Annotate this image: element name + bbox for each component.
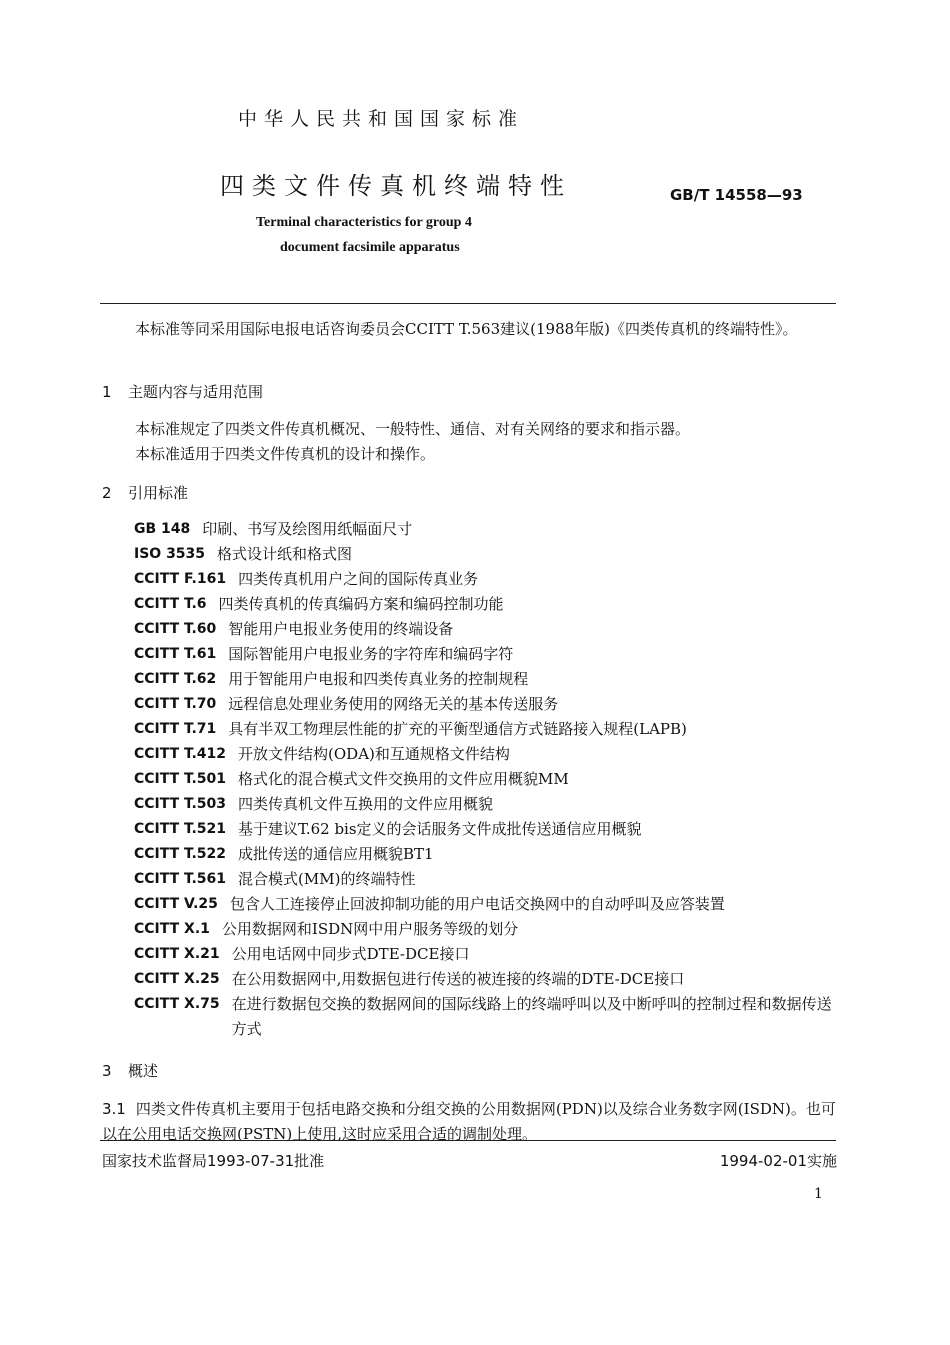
effective-date: 1994-02-01实施: [719, 1152, 837, 1170]
section-3-1-text: 四类文件传真机主要用于包括电路交换和分组交换的公用数据网(PDN)以及综合业务数字网(ISDN)。也可以在公用电话交换网(PSTN)上使用,这时应采用合适的调制处理。: [102, 1100, 836, 1143]
reference-item: CCITT X.1 公用数据网和ISDN网中用户服务等级的划分: [134, 920, 519, 938]
reference-item: CCITT T.561 混合模式(MM)的终端特性: [134, 870, 416, 888]
reference-item: CCITT V.25 包含人工连接停止回波抑制功能的用户电话交换网中的自动呼叫及应答装置: [134, 895, 725, 913]
reference-item: CCITT T.60 智能用户电报业务使用的终端设备: [134, 620, 454, 638]
reference-item: CCITT T.6 四类传真机的传真编码方案和编码控制功能: [134, 595, 504, 613]
reference-item: CCITT X.25 在公用数据网中,用数据包进行传送的被连接的终端的DTE-DCE接口: [134, 970, 685, 988]
reference-item: CCITT T.522 成批传送的通信应用概貌BT1: [134, 845, 434, 863]
english-title-line1: Terminal characteristics for group 4: [256, 215, 472, 230]
national-standard-heading: 中华人民共和国国家标准: [238, 108, 525, 130]
reference-item: CCITT T.503 四类传真机文件互换用的文件应用概貌: [134, 795, 494, 813]
section-1-para-2: 本标准适用于四类文件传真机的设计和操作。: [135, 445, 436, 463]
reference-list: [134, 517, 844, 1042]
intro-paragraph: 本标准等同采用国际电报电话咨询委员会CCITT T.563建议(1988年版)《四类传真机的终端特性》。: [135, 320, 798, 338]
section-1-title: 主题内容与适用范围: [128, 383, 264, 401]
header-divider: [100, 303, 836, 304]
reference-item: CCITT T.62 用于智能用户电报和四类传真业务的控制规程: [134, 670, 529, 688]
english-title-line2: document facsimile apparatus: [280, 240, 460, 255]
section-3-1-number: 3.1: [102, 1100, 126, 1118]
reference-item: CCITT T.521 基于建议T.62 bis定义的会话服务文件成批传送通信应用概貌: [134, 820, 642, 838]
reference-item: CCITT T.70 远程信息处理业务使用的网络无关的基本传送服务: [134, 695, 559, 713]
reference-item: CCITT X.75 在进行数据包交换的数据网间的国际线路上的终端呼叫以及中断呼叫的控制过程和数据传送方式: [134, 995, 832, 1038]
section-2-heading: [102, 481, 838, 506]
reference-item: CCITT X.21 公用电话网中同步式DTE-DCE接口: [134, 945, 470, 963]
reference-item: CCITT T.501 格式化的混合模式文件交换用的文件应用概貌MM: [134, 770, 569, 788]
section-3-title: 概述: [128, 1062, 159, 1080]
reference-item: CCITT T.412 开放文件结构(ODA)和互通规格文件结构: [134, 745, 510, 763]
document-title: 四类文件传真机终端特性: [220, 172, 572, 200]
reference-item: GB 148 印刷、书写及绘图用纸幅面尺寸: [134, 520, 413, 538]
reference-item: ISO 3535 格式设计纸和格式图: [134, 545, 353, 563]
section-1-para-1: 本标准规定了四类文件传真机概况、一般特性、通信、对有关网络的要求和指示器。: [135, 420, 691, 438]
reference-item: CCITT T.61 国际智能用户电报业务的字符库和编码字符: [134, 645, 514, 663]
reference-item: CCITT T.71 具有半双工物理层性能的扩充的平衡型通信方式链路接入规程(LAPB): [134, 720, 687, 738]
section-2-number: 2: [102, 484, 112, 502]
section-1-number: 1: [102, 383, 112, 401]
section-2-title: 引用标准: [128, 484, 189, 502]
section-3-heading: [102, 1059, 838, 1084]
page-number: 1: [814, 1186, 823, 1202]
footer-divider: [100, 1140, 836, 1141]
standard-number: GB/T 14558—93: [670, 186, 803, 204]
section-1-heading: [102, 380, 838, 405]
section-3-number: 3: [102, 1062, 112, 1080]
reference-item: CCITT F.161 四类传真机用户之间的国际传真业务: [134, 570, 479, 588]
approval-date: 国家技术监督局1993-07-31批准: [102, 1152, 325, 1170]
